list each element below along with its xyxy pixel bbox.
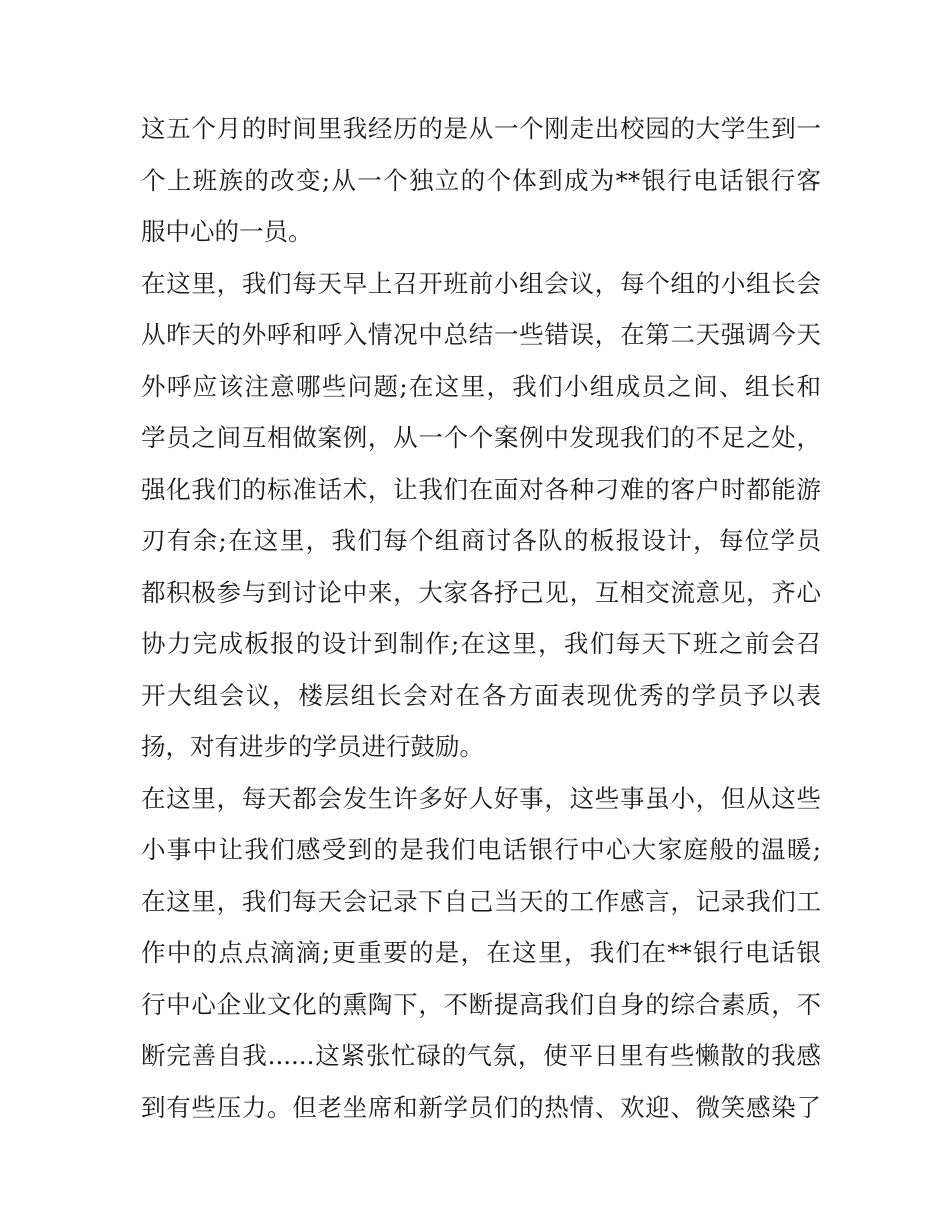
- text-line: 个上班族的改变;从一个独立的个体到成为**银行电话银行客: [141, 165, 821, 195]
- text-line: 在这里，我们每天早上召开班前小组会议，每个组的小组长会: [141, 268, 821, 298]
- text-line: 从昨天的外呼和呼入情况中总结一些错误，在第二天强调今天: [141, 320, 821, 349]
- text-line: 小事中让我们感受到的是我们电话银行中心大家庭般的温暖;: [141, 835, 821, 864]
- text-line: 作中的点点滴滴;更重要的是，在这里，我们在**银行电话银: [141, 938, 821, 967]
- text-line: 服中心的一员。: [141, 217, 313, 246]
- paragraph-2: [141, 258, 821, 773]
- text-line: 开大组会议，楼层组长会对在各方面表现优秀的学员予以表: [141, 680, 821, 710]
- text-line: 外呼应该注意哪些问题;在这里，我们小组成员之间、组长和: [141, 371, 821, 401]
- paragraph-3: [141, 773, 821, 1134]
- text-line: 到有些压力。但老坐席和新学员们的热情、欢迎、微笑感染了: [141, 1092, 821, 1122]
- text-line: 断完善自我......这紧张忙碌的气氛，使平日里有些懒散的我感: [141, 1041, 821, 1070]
- text-line: 这五个月的时间里我经历的是从一个刚走出校园的大学生到一: [141, 114, 821, 143]
- text-line: 在这里，我们每天会记录下自己当天的工作感言，记录我们工: [141, 886, 821, 916]
- text-line: 学员之间互相做案例，从一个个案例中发现我们的不足之处，: [141, 423, 821, 452]
- text-line: 在这里，每天都会发生许多好人好事，这些事虽小，但从这些: [141, 783, 821, 813]
- text-line: 扬，对有进步的学员进行鼓励。: [141, 732, 484, 761]
- paragraph-1: [141, 103, 821, 258]
- text-line: 协力完成板报的设计到制作;在这里，我们每天下班之前会召: [141, 629, 821, 658]
- text-line: 强化我们的标准话术，让我们在面对各种刁难的客户时都能游: [141, 474, 821, 504]
- text-line: 刃有余;在这里，我们每个组商讨各队的板报设计，每位学员: [141, 526, 821, 555]
- document-body: [141, 103, 821, 1133]
- text-line: 行中心企业文化的熏陶下，不断提高我们自身的综合素质，不: [141, 989, 821, 1019]
- text-line: 都积极参与到讨论中来，大家各抒己见，互相交流意见，齐心: [141, 577, 821, 607]
